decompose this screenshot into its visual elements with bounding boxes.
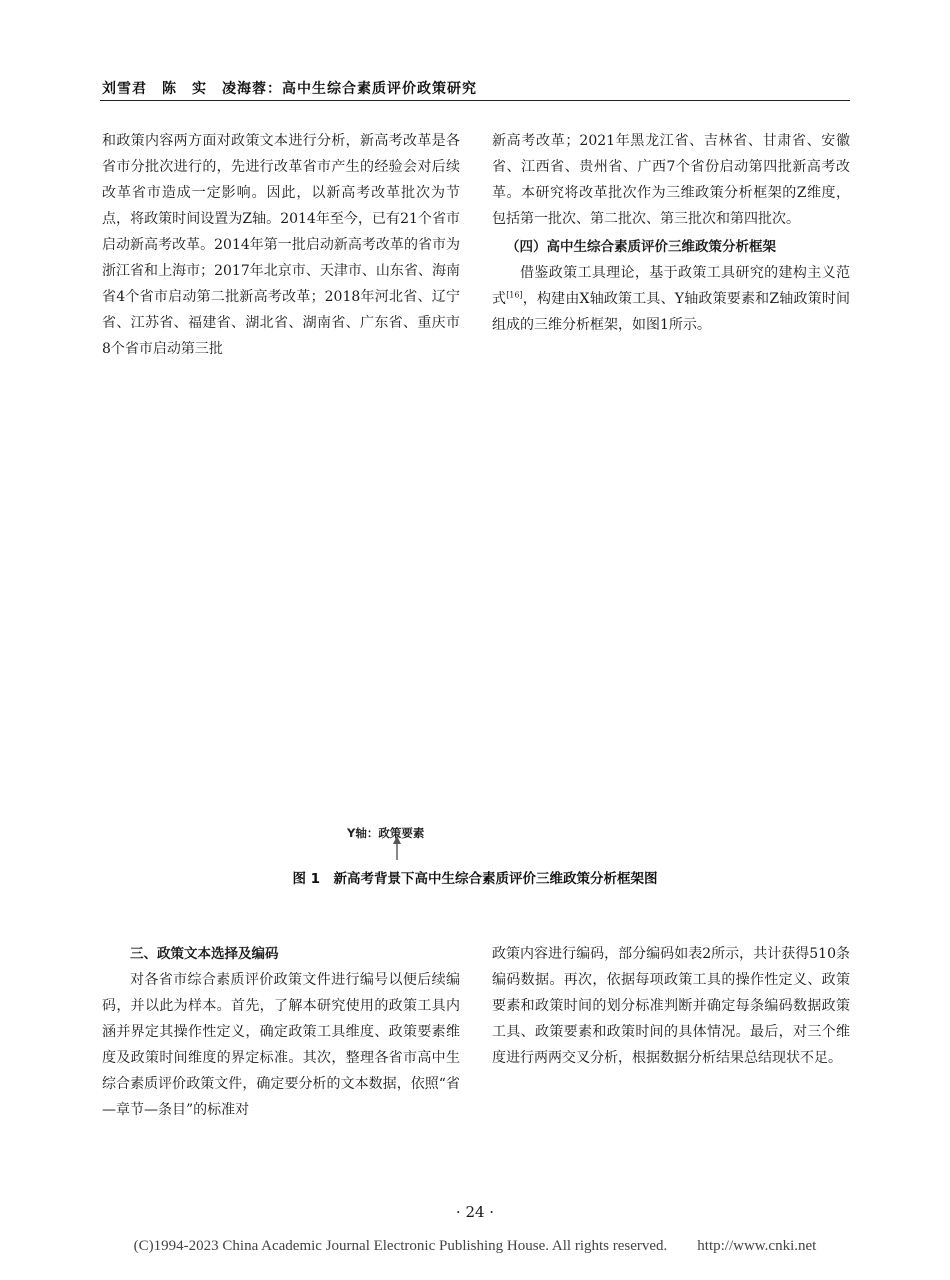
running-head: 刘雪君 陈 实 凌海蓉：高中生综合素质评价政策研究 — [102, 81, 477, 97]
paragraph-framework-intro — [492, 260, 850, 338]
framework-intro-text-a: 借鉴政策工具理论，基于政策工具研究的建构主义范式 — [492, 265, 850, 307]
paragraph-z-axis-batches: 和政策内容两方面对政策文本进行分析，新高考改革是各省市分批次进行的，先进行改革省市产生的经验会对后续改革省市造成一定影响。因此，以新高考改革批次为节点，将政策时间设置为Z轴。2014年至今，已有21个省市启动新高考改革。2014年第一批启动新高考改革的省市为浙江省和上海市；2017年北京市、天津市、山东省、海南省4个省市启动第二批新高考改革；2018年河北省、辽宁省、江苏省、福建省、湖北省、湖南省、广东省、重庆市8个省市启动第三批 — [102, 133, 460, 357]
column-top-right — [492, 128, 850, 338]
column-bottom-right — [492, 941, 850, 1071]
citation-16[interactable]: [16] — [506, 290, 523, 300]
paragraph-coding-results: 政策内容进行编码，部分编码如表2所示，共计获得510条编码数据。再次，依据每项政策工具的操作性定义、政策要素和政策时间的划分标准判断并确定每条编码数据政策工具、政策要素和政策时间的具体情况。最后，对三个维度进行两两交叉分析，根据数据分析结果总结现状不足。 — [492, 946, 850, 1066]
header-rule — [100, 100, 850, 101]
framework-figure — [0, 400, 950, 860]
column-top-left — [102, 128, 460, 362]
paragraph-coding-method: 对各省市综合素质评价政策文件进行编号以便后续编码，并以此为样本。首先，了解本研究使用的政策工具内涵并界定其操作性定义，确定政策工具维度、政策要素维度及政策时间维度的界定标准。其次，整理各省市高中生综合素质评价政策文件，确定要分析的文本数据，依照“省—章节—条目”的标准对 — [102, 972, 460, 1118]
y-axis-label: Y轴：政策要素 — [347, 826, 425, 840]
subsection-heading-framework: （四）高中生综合素质评价三维政策分析框架 — [506, 239, 776, 255]
copyright-footer: (C)1994-2023 China Academic Journal Electronic Publishing House. All rights reserved. http://www.cnki.net — [133, 1238, 817, 1254]
figure-caption: 图 1 新高考背景下高中生综合素质评价三维政策分析框架图 — [292, 871, 658, 887]
section-heading-coding: 三、政策文本选择及编码 — [130, 946, 279, 962]
page-number: · 24 · — [455, 1203, 495, 1221]
paragraph-fourth-batch: 新高考改革；2021年黑龙江省、吉林省、甘肃省、安徽省、江西省、贵州省、广西7个省份启动第四批新高考改革。本研究将改革批次作为三维政策分析框架的Z维度，包括第一批次、第二批次、第三批次和第四批次。 — [492, 133, 850, 227]
framework-intro-text-b: ，构建由X轴政策工具、Y轴政策要素和Z轴政策时间组成的三维分析框架，如图1所示。 — [492, 291, 850, 333]
column-bottom-left — [102, 941, 460, 1123]
